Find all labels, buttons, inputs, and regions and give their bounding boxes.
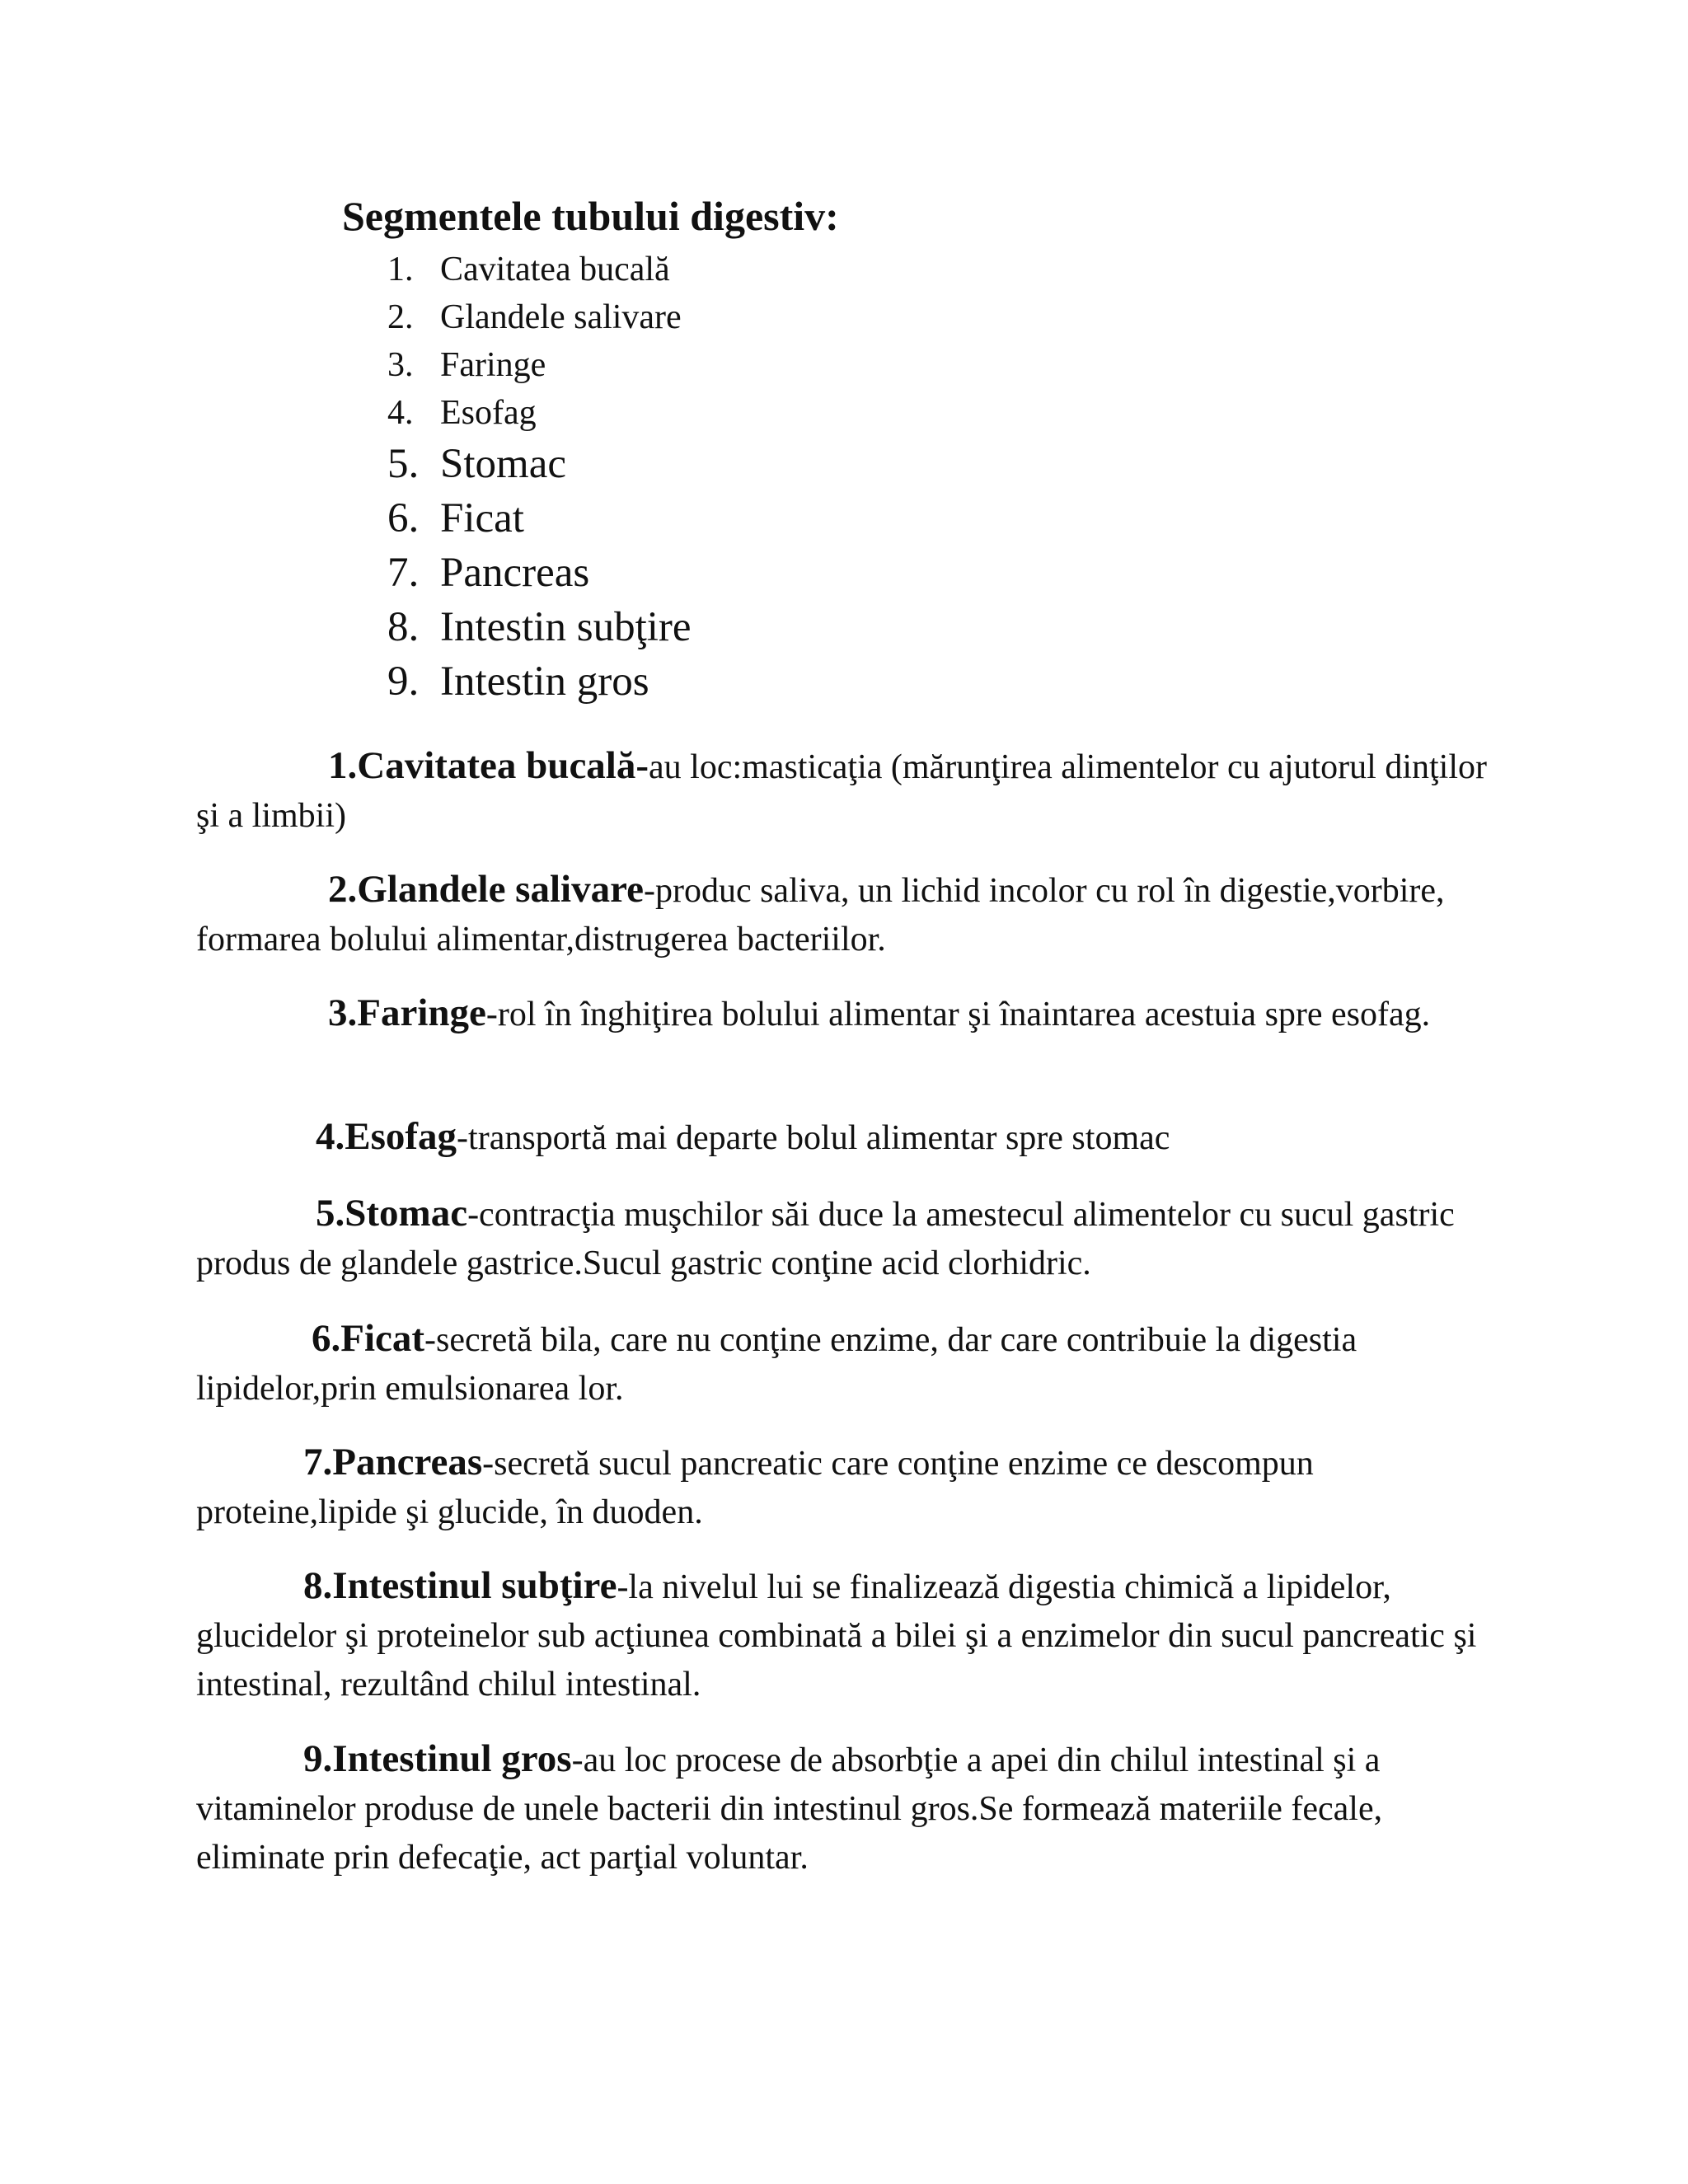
- paragraph-faringe: [196, 989, 1498, 1039]
- list-item-number: 2.: [387, 298, 414, 336]
- list-item: [387, 546, 692, 600]
- list-item-text: Intestin subţire: [440, 604, 692, 650]
- list-item-text: Pancreas: [440, 550, 590, 596]
- list-item-number: 7.: [387, 550, 420, 596]
- paragraph-body: -produc saliva, un lichid incolor cu rol în digestie,vorbire, formarea bolului alimentar,distrugerea bacteriilor.: [196, 872, 1445, 958]
- paragraph-body: -transportă mai departe bolul alimentar spre stomac: [457, 1119, 1170, 1157]
- list-item-text: Stomac: [440, 441, 566, 487]
- list-item-text: Glandele salivare: [440, 298, 682, 336]
- paragraph-esofag: [196, 1113, 1498, 1163]
- list-item: [387, 246, 692, 293]
- paragraph-body: -secretă sucul pancreatic care conţine enzime ce descompun proteine,lipide şi glucide, în duoden.: [196, 1445, 1314, 1531]
- paragraph-heading: 5.Stomac: [316, 1192, 468, 1235]
- list-item: [387, 341, 692, 389]
- paragraph-pancreas: [196, 1438, 1498, 1537]
- list-item: [387, 600, 692, 654]
- paragraph-body: au loc:masticaţia (mărunţirea alimentelor cu ajutorul dinţilor şi a limbii): [196, 748, 1487, 835]
- paragraph-body: -au loc procese de absorbţie a apei din chilul intestinal şi a vitaminelor produse de unele bacterii din intestinul gros.Se formează materiile fecale, eliminate prin defecaţie, act parţial voluntar.: [196, 1741, 1383, 1877]
- segments-list: [387, 246, 692, 709]
- list-item-number: 9.: [387, 658, 420, 705]
- paragraph-heading: 6.Ficat: [312, 1317, 425, 1360]
- list-item-text: Cavitatea bucală: [440, 251, 670, 288]
- paragraph-glandele-salivare: [196, 865, 1498, 964]
- document-title: Segmentele tubului digestiv:: [342, 193, 839, 239]
- paragraph-heading: 3.Faringe: [328, 991, 486, 1034]
- list-item-number: 5.: [387, 441, 420, 487]
- paragraph-body: -la nivelul lui se finalizează digestia chimică a lipidelor, glucidelor şi proteinelor sub acţiunea combinată a bilei şi a enzimelor din sucul pancreatic şi intestinal, rezultând chilul intestinal.: [196, 1568, 1477, 1704]
- list-item-number: 8.: [387, 604, 420, 650]
- paragraph-heading: 9.Intestinul gros: [303, 1737, 572, 1780]
- paragraph-ficat: [196, 1315, 1498, 1413]
- paragraph-cavitatea-bucala: [196, 742, 1498, 841]
- list-item: [387, 389, 692, 437]
- paragraph-intestinul-subtire: [196, 1562, 1498, 1709]
- paragraph-heading: 7.Pancreas: [303, 1441, 483, 1483]
- list-item: [387, 293, 692, 341]
- list-item: [387, 437, 692, 491]
- list-item-text: Faringe: [440, 346, 546, 384]
- list-item-number: 4.: [387, 394, 414, 432]
- paragraph-intestinul-gros: [196, 1735, 1498, 1882]
- paragraph-body: -rol în înghiţirea bolului alimentar şi înaintarea acestuia spre esofag.: [485, 996, 1431, 1033]
- paragraph-heading: 8.Intestinul subţire: [303, 1564, 617, 1607]
- list-item-text: Ficat: [440, 495, 524, 541]
- paragraph-heading: 2.Glandele salivare: [328, 868, 644, 911]
- list-item-number: 1.: [387, 251, 414, 288]
- list-item: [387, 491, 692, 546]
- paragraph-heading: 1.Cavitatea bucală-: [328, 744, 649, 787]
- list-item-number: 6.: [387, 495, 420, 541]
- paragraph-body: -contracţia muşchilor săi duce la amestecul alimentelor cu sucul gastric produs de glandele gastrice.Sucul gastric conţine acid clorhidric.: [196, 1196, 1455, 1282]
- paragraph-body: -secretă bila, care nu conţine enzime, dar care contribuie la digestia lipidelor,prin emulsionarea lor.: [196, 1321, 1357, 1408]
- list-item-text: Esofag: [440, 394, 537, 432]
- list-item-text: Intestin gros: [440, 658, 649, 705]
- paragraph-heading: 4.Esofag: [316, 1115, 457, 1158]
- list-item: [387, 654, 692, 709]
- paragraph-stomac: [196, 1189, 1498, 1288]
- list-item-number: 3.: [387, 346, 414, 384]
